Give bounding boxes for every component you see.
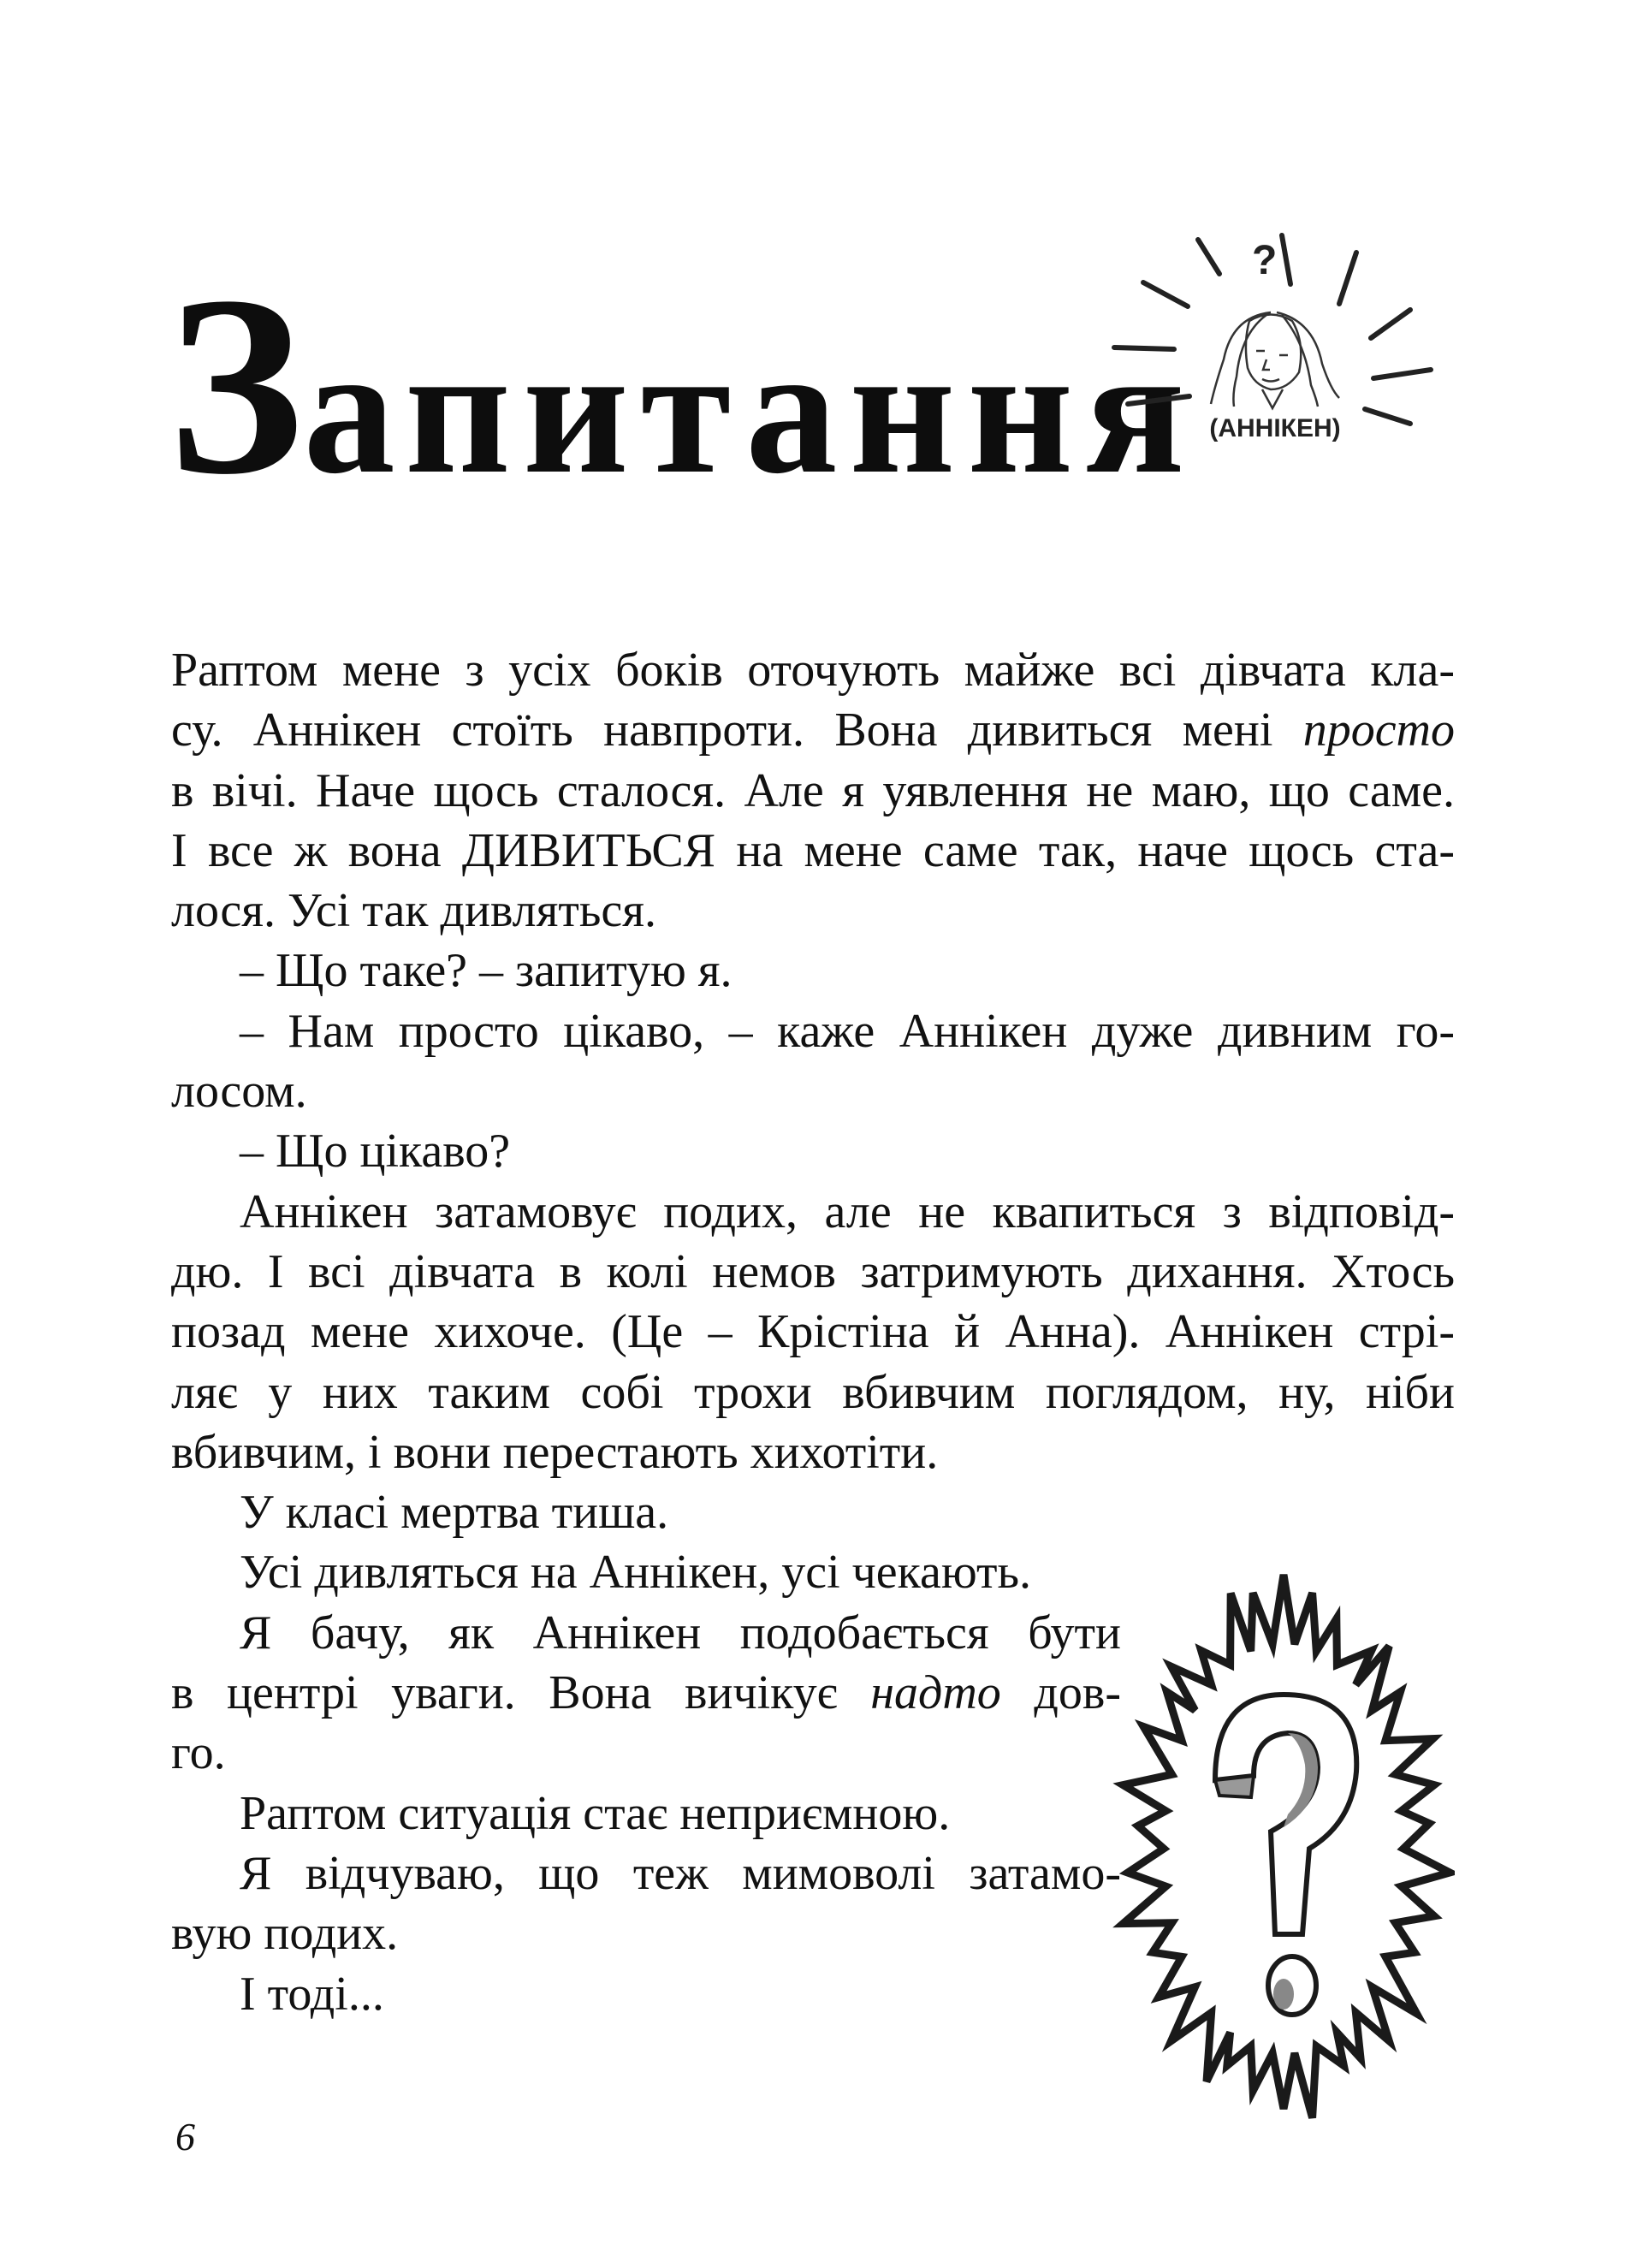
ray-line: [1143, 282, 1188, 306]
text-line: [171, 1182, 1455, 1242]
girl-face-icon: [1211, 312, 1339, 408]
emphasized-word: надто: [870, 1666, 1001, 1720]
text-segment: в вічі. Наче щось сталося. Але я уявлення не маю, що саме.: [171, 763, 1455, 817]
text-segment: вбивчим, і вони перестають хихотіти.: [171, 1425, 939, 1479]
text-segment: Усі дивляться на Аннікен, усі чекають.: [240, 1546, 1031, 1600]
page-number: 6: [175, 2115, 195, 2158]
text-segment: ляє у них таким собі трохи вбивчим поглядом, ну, ніби: [171, 1365, 1455, 1419]
text-line: [171, 761, 1455, 821]
text-line: [171, 1422, 1455, 1482]
text-line: [171, 1242, 1455, 1302]
chapter-title-initial: З: [168, 243, 304, 527]
annikin-label: (АННІКЕН): [1209, 414, 1341, 442]
emphasized-word: просто: [1302, 704, 1455, 757]
text-segment: – Що цікаво?: [240, 1125, 511, 1179]
ray-line: [1373, 370, 1431, 378]
chapter-title-rest: апитання: [303, 307, 1197, 512]
ray-line: [1198, 240, 1219, 274]
text-segment: лосом.: [171, 1065, 307, 1119]
ray-line: [1128, 396, 1189, 404]
text-segment: го.: [171, 1726, 226, 1780]
text-segment: дю. І всі дівчата в колі немов затримують дихання. Хтось: [171, 1244, 1455, 1298]
text-line: [171, 640, 1455, 700]
text-segment: су. Аннікен стоїть навпроти. Вона дивиться мені: [171, 704, 1303, 757]
text-segment: дов-: [1000, 1666, 1122, 1720]
ray-line: [1114, 347, 1174, 349]
question-burst-illustration: [1112, 1566, 1455, 2123]
text-segment: в центрі уваги. Вона вичікує: [171, 1666, 871, 1720]
text-line: [171, 1663, 1121, 1723]
text-segment: – Що таке? – запитую я.: [240, 944, 733, 998]
ray-line: [1339, 252, 1356, 304]
text-line: [171, 700, 1455, 760]
text-segment: позад мене хихоче. (Це – Крістіна й Анна). Аннікен стрі-: [171, 1305, 1455, 1359]
text-line: [171, 1603, 1121, 1663]
ray-line: [1365, 409, 1410, 424]
annikin-sketch-illustration: [1087, 214, 1463, 471]
text-line: [171, 1302, 1455, 1362]
text-line: [171, 1482, 1455, 1542]
text-line: [171, 881, 1455, 941]
text-line: [171, 941, 1455, 1000]
chapter-title: [168, 243, 1197, 527]
text-segment: Раптом ситуація стає неприємною.: [240, 1786, 951, 1840]
text-line: [171, 1121, 1455, 1181]
question-mark-icon: ?: [1252, 238, 1278, 283]
text-segment: Я бачу, як Аннікен подобається бути: [240, 1606, 1121, 1659]
text-line: [171, 1061, 1455, 1121]
text-segment: Я відчуваю, що теж мимоволі затамо-: [240, 1846, 1121, 1900]
text-segment: Аннікен затамовує подих, але не квапиться з відповід-: [240, 1184, 1455, 1238]
text-segment: – Нам просто цікаво, – каже Аннікен дуже дивним го-: [240, 1004, 1455, 1058]
text-segment: У класі мертва тиша.: [240, 1486, 669, 1540]
ray-line: [1282, 235, 1290, 284]
text-line: [171, 1843, 1121, 1903]
text-line: [171, 1363, 1455, 1422]
ray-line: [1371, 310, 1410, 338]
text-segment: Раптом мене з усіх боків оточують майже всі дівчата кла-: [171, 644, 1455, 697]
text-line: [171, 1001, 1455, 1061]
text-segment: вую подих.: [171, 1907, 399, 1961]
text-segment: І все ж вона ДИВИТЬСЯ на мене саме так, наче щось ста-: [171, 823, 1455, 877]
text-line: [171, 821, 1455, 881]
text-segment: лося. Усі так дивляться.: [171, 884, 656, 938]
text-segment: І тоді...: [240, 1967, 384, 2021]
